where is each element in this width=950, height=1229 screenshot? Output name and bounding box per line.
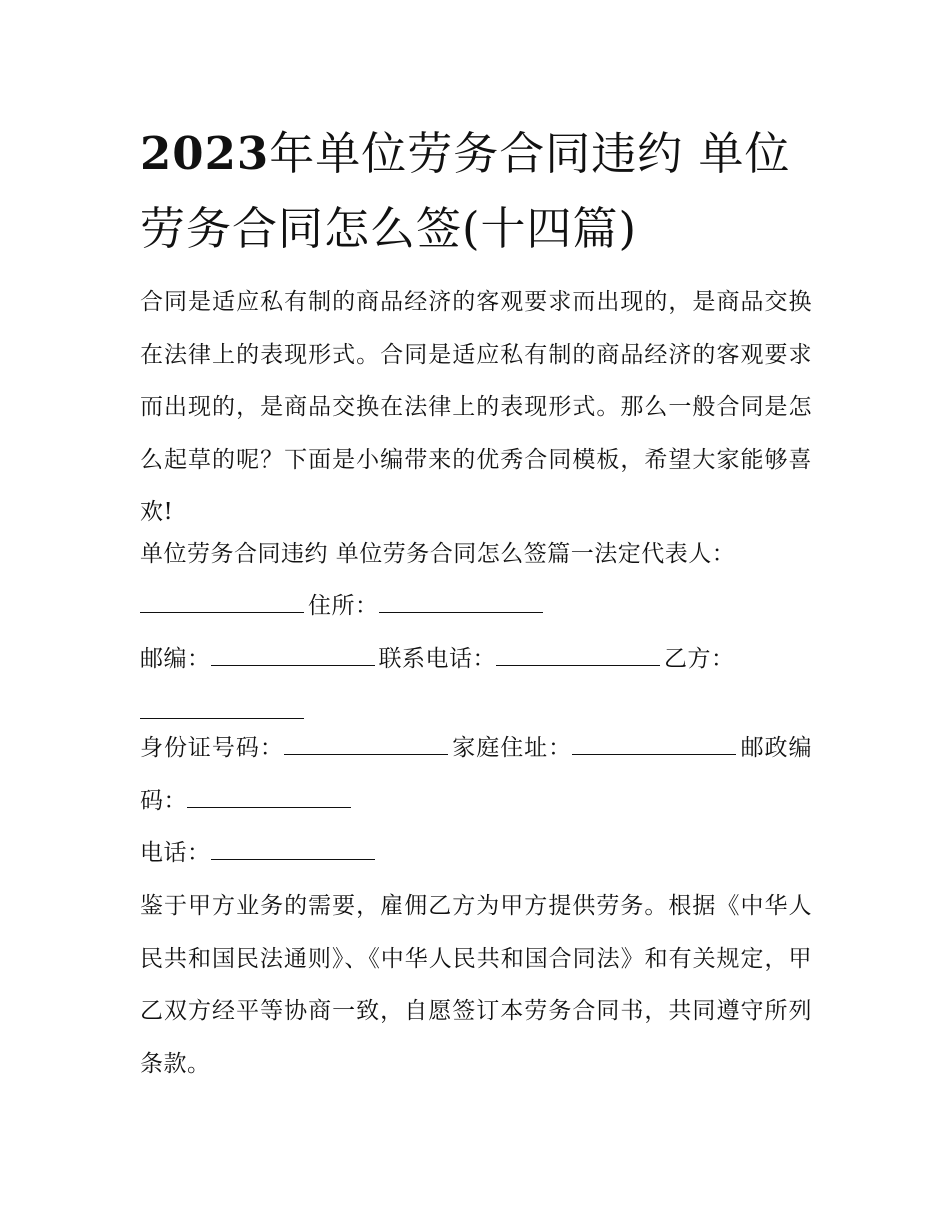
intro-paragraph: 合同是适应私有制的商品经济的客观要求而出现的，是商品交换在法律上的表现形式。合同是适应私有制的商品经济的客观要求而出现的，是商品交换在法律上的表现形式。那么一般合同是怎么起草的呢？下面是小编带来的优秀合同模板，希望大家能够喜欢! [140,289,812,525]
closing-paragraph: 鉴于甲方业务的需要，雇佣乙方为甲方提供劳务。根据《中华人民共和国民法通则》、《中华人民共和国合同法》和有关规定，甲乙双方经平等协商一致，自愿签订本劳务合同书，共同遵守所列条款。 [140,893,812,1077]
contact-phone-label: 联系电话： [378,646,496,672]
residence-blank [379,590,543,613]
title-text: 年单位劳务合同违约 单位劳务合同怎么签(十四篇) [140,127,791,255]
title-year: 2023 [140,127,270,180]
id-number-blank [284,732,448,755]
home-address-label: 家庭住址： [451,735,573,761]
postal-code-label: 邮政编码： [140,735,813,814]
contact-phone-blank [496,643,660,666]
legal-rep-blank [140,590,304,613]
phone-blank [211,837,375,860]
identity-line [140,722,812,827]
residence-line [140,580,812,633]
residence-label: 住所： [308,593,379,619]
phone-label: 电话： [140,840,211,866]
home-address-blank [572,732,736,755]
document-title [140,116,820,266]
party-b-label: 乙方： [664,646,735,672]
section-heading: 单位劳务合同违约 单位劳务合同怎么签篇一法定代表人： [140,541,736,567]
id-number-label: 身份证号码： [140,735,284,761]
postcode-blank [211,643,375,666]
party-b-blank [140,696,304,719]
postcode-label: 邮编： [140,646,211,672]
postal-code-blank [187,785,351,808]
phone-line [140,827,812,880]
